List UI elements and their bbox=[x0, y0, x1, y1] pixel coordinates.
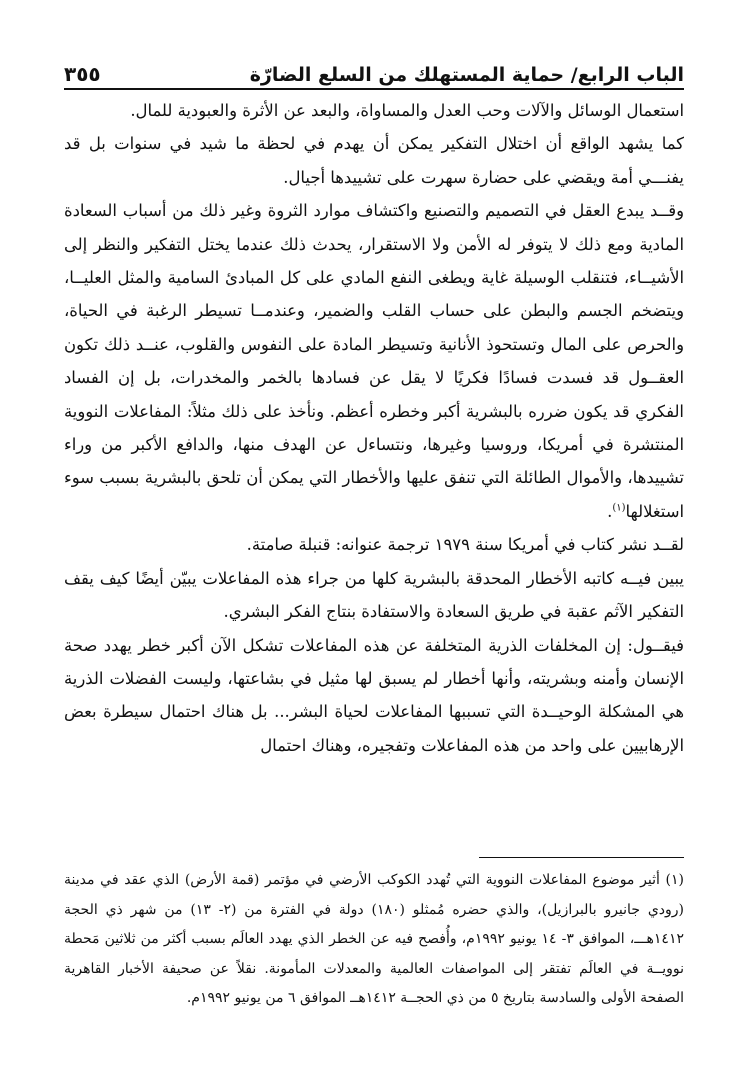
paragraph-6: فيقــول: إن المخلفات الذرية المتخلفة عن هذه المفاعلات تشكل الآن أكبر خطر يهدد صحة الإنسان وأمنه وبشريته، وأنها أخطار لم يسبق لها مثيل في بشاعتها، وليست الفضلات الذرية هي المشكلة الوحيــدة التي تسببها المفاعلات لحياة البشر... بل هناك احتمال سيطرة بعض الإرهابيين على واحد من هذه المفاعلات وتفجيره، وهناك احتمال bbox=[64, 635, 684, 755]
running-title: الباب الرابع/ حماية المستهلك من السلع الضارّة bbox=[249, 64, 684, 86]
footnotes bbox=[64, 866, 684, 1014]
paragraph-1: استعمال الوسائل والآلات وحب العدل والمساواة، والبعد عن الأثرة والعبودية للمال. bbox=[130, 101, 684, 120]
paragraph-4: لقــد نشر كتاب في أمريكا سنة ١٩٧٩ ترجمة عنوانه: قنبلة صامتة. bbox=[246, 535, 684, 555]
paragraph-2: كما يشهد الواقع أن اختلال التفكير يمكن أن يهدم في لحظة ما شيد في سنوات بل قد يفنـــي أمة ويقضي على حضارة سهرت على تشييدها أجيال. bbox=[64, 134, 684, 187]
paragraph-3 bbox=[64, 194, 684, 528]
paragraph-5: يبين فيــه كاتبه الأخطار المحدقة بالبشرية كلها من جراء هذه المفاعلات يبيّن أيضًا كيف يقف التفكير الآثم عقبة في طريق السعادة والاستفادة بنتاج الفكر البشري. bbox=[64, 568, 684, 622]
paragraph-3-end: . bbox=[607, 501, 613, 521]
page-number: ٣٥٥ bbox=[64, 62, 101, 86]
footnote-1: (١) أثير موضوع المفاعلات النووية التي تُهدد الكوكب الأرضي في مؤتمر (قمة الأرض) الذي عقد في مدينة (رودي جانيرو بالبرازيل)، والذي حضره مُمثلو (١٨٠) دولة في الفترة من (٢- ١٣) من شهر ذي الحجة ١٤١٢هـــ، الموافق ٣- ١٤ يونيو ١٩٩٢م، وأُفصح فيه عن الخطر الذي يهدد العالَم بسبب أكثر من ثلاثين مَحطة نوويــة في العالَم تفتقر إلى المواصفات العالمية والمعدلات المأمونة. نقلاً عن صحيفة الأخبار القاهرية الصفحة الأولى والسادسة بتاريخ ٥ من ذي الحجــة ١٤١٢هــ الموافق ٦ من يونيو ١٩٩٢م. bbox=[64, 872, 684, 1006]
footnote-reference: (١) bbox=[612, 502, 626, 514]
paragraph-3-text: وقــد يبدع العقل في التصميم والتصنيع واكتشاف موارد الثروة وغير ذلك من أسباب السعادة المادية ومع ذلك لا يتوفر له الأمن ولا الاستقرار، يحدث ذلك عندما يختل التفكير والنظر إلى الأشيــاء، فتنقلب الوسيلة غاية ويطغى النفع المادي على كل المبادئ السامية والمثل العليــا، ويتضخم الجسم والبطن على حساب القلب والضمير، وعندمــا تسيطر الرغبة في الحياة، والحرص على المال وتستحوذ الأنانية وتسيطر المادة على النفوس والقلوب، عنــد ذلك تكون العقــول قد فسدت فسادًا فكريًا لا يقل عن فسادها بالخمر والمخدرات، بل إن الفساد الفكري قد يكون ضرره بالبشرية أكبر وخطره أعظم. ونأخذ على ذلك مثلاً: المفاعلات النووية المنتشرة في أمريكا، وروسيا وغيرها، ونتساءل عن الهدف منها، والدافع الأكبر من وراء تشييدها، والأموال الطائلة التي تنفق عليها والأخطار التي يمكن أن تلحق بالبشرية بسبب سوء استغلالها bbox=[64, 201, 684, 521]
footnote-separator bbox=[479, 857, 684, 858]
main-text bbox=[64, 94, 684, 762]
header-rule bbox=[64, 88, 684, 90]
page-header bbox=[64, 52, 684, 86]
